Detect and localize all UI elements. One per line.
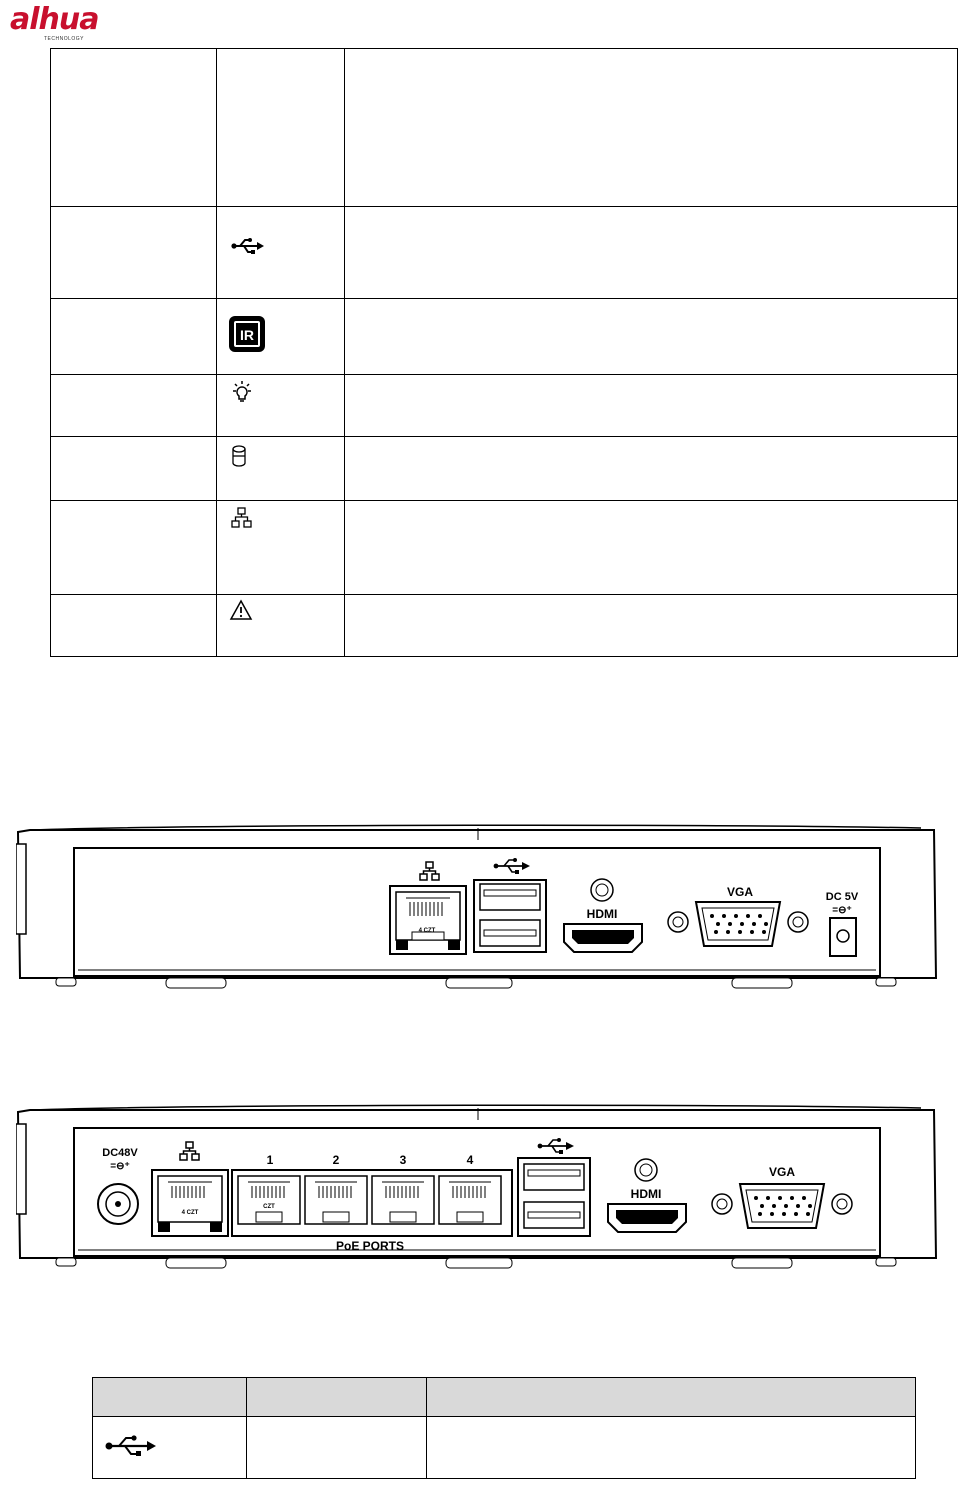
hdd-icon [217,437,344,472]
table-row [51,501,958,595]
logo-wordmark: alhua [10,2,99,37]
svg-text:=⊖⁺: =⊖⁺ [832,905,852,916]
lan-port [390,886,466,954]
poe-label: PoE PORTS [335,1239,405,1253]
poe-port-3 [372,1176,434,1224]
dc-power-port [826,891,859,956]
dc-label: DC48V [102,1147,138,1159]
poe-number: 1 [266,1153,274,1167]
usb-ports [518,1158,590,1236]
table-row [51,49,958,207]
table-row [51,595,958,657]
port-tag: CZT [263,1204,275,1210]
table-row [51,437,958,501]
table-header-row [93,1378,916,1417]
usb-ports [474,880,546,952]
poe-number: 4 [466,1153,474,1167]
ir-icon [217,299,344,358]
usb-icon [93,1417,246,1462]
svg-text:IR: IR [239,327,254,343]
rear-panel-4ch-poe [16,1100,941,1285]
usb-icon [217,207,344,260]
rear-panel-table [92,1377,916,1479]
table-row [51,207,958,299]
poe-number: 3 [399,1153,407,1167]
table-row [93,1417,916,1479]
hdmi-label: HDMI [630,1187,662,1201]
dc-label: DC 5V [825,891,859,903]
poe-port-4 [439,1176,501,1224]
hdmi-label: HDMI [586,907,618,921]
port-tag: 4 CZT [418,928,436,934]
front-panel-table [50,48,958,657]
port-tag: 4 CZT [181,1210,199,1216]
rear-panel-4ch [16,820,941,1005]
logo-subtext: TECHNOLOGY [44,36,85,42]
vga-label: VGA [726,885,754,899]
poe-number: 2 [332,1153,340,1167]
poe-port-2 [305,1176,367,1224]
vga-label: VGA [768,1165,796,1179]
alarm-warning-icon [217,595,344,626]
table-row [51,375,958,437]
lan-port [152,1170,228,1236]
light-bulb-icon [217,375,344,408]
poe-port-1 [238,1176,300,1224]
table-row [51,299,958,375]
dahua-logo [10,2,130,42]
network-icon [217,501,344,534]
svg-text:=⊖⁺: =⊖⁺ [110,1161,130,1172]
